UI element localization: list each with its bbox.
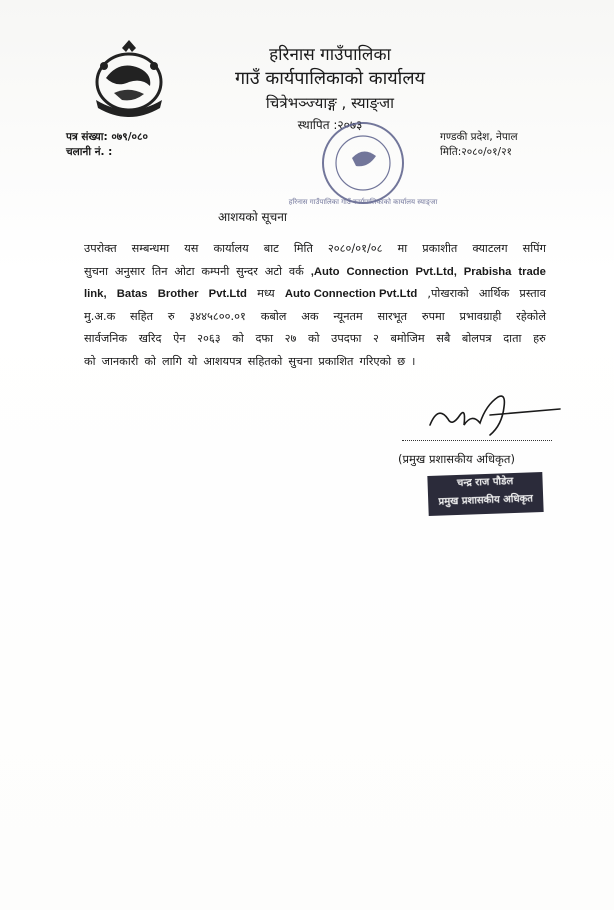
signature-line bbox=[402, 440, 552, 441]
letter-date: मिति:२०८०/०१/२१ bbox=[440, 146, 512, 158]
nepal-emblem-icon bbox=[84, 38, 174, 118]
name-stamp bbox=[427, 472, 543, 516]
municipality-name: हरिनास गाउँपालिका bbox=[269, 45, 391, 65]
office-address: चित्रेभञ्ज्याङ्ग , स्याङ्जा bbox=[265, 94, 395, 112]
letter-number: पत्र संख्या: ०७९/०८० bbox=[66, 131, 148, 143]
signature-icon bbox=[420, 385, 570, 445]
signatory-title: (प्रमुख प्रशासकीय अधिकृत) bbox=[398, 452, 515, 466]
body-line: उपरोक्त सम्बन्धमा यस कार्यालय बाट मिति २०८०/०१/०८ मा प्रकाशीत क्याटलग सपिंग bbox=[84, 242, 546, 255]
office-seal-icon bbox=[288, 118, 438, 208]
body-line: link, Batas Brother Pvt.Ltd मध्य Auto Connection Pvt.Ltd ,पोखराको आर्थिक प्रस्ताव bbox=[84, 287, 546, 300]
body-line: सार्वजनिक खरिद ऐन २०६३ को दफा २७ को उपदफा २ बमोजिम सबै बोलपत्र दाता हरु bbox=[84, 332, 546, 345]
office-name: गाउँ कार्यपालिकाको कार्यालय bbox=[235, 68, 425, 89]
body-line: को जानकारी को लागि यो आशयपत्र सहितको सुचना प्रकाशित गरिएको छ । bbox=[84, 354, 416, 368]
dispatch-number: चलानी नं. : bbox=[66, 146, 113, 158]
seal-text: हरिनास गाउँपालिका गाउँ कार्यपालिकाको कार्यालय स्याङ्जा bbox=[288, 198, 438, 206]
body-line: सुचना अनुसार तिन ओटा कम्पनी सुन्दर अटो वर्क ,Auto Connection Pvt.Ltd, Prabisha trade bbox=[84, 264, 546, 278]
province: गण्डकी प्रदेश, नेपाल bbox=[440, 131, 518, 143]
body-line: मु.अ.क सहित रु ३४४५८००.०१ कबोल अक न्यूनतम सारभूत रुपमा प्रभावग्राही रहेकोले bbox=[84, 309, 546, 323]
stamp-designation: प्रमुख प्रशासकीय अधिकृत bbox=[438, 493, 534, 508]
stamp-name: चन्द्र राज पौडेल bbox=[456, 476, 514, 489]
notice-body bbox=[84, 238, 546, 373]
notice-subject: आशयको सूचना bbox=[218, 210, 288, 224]
established-year: स्थापित :२०७३ bbox=[297, 118, 363, 132]
